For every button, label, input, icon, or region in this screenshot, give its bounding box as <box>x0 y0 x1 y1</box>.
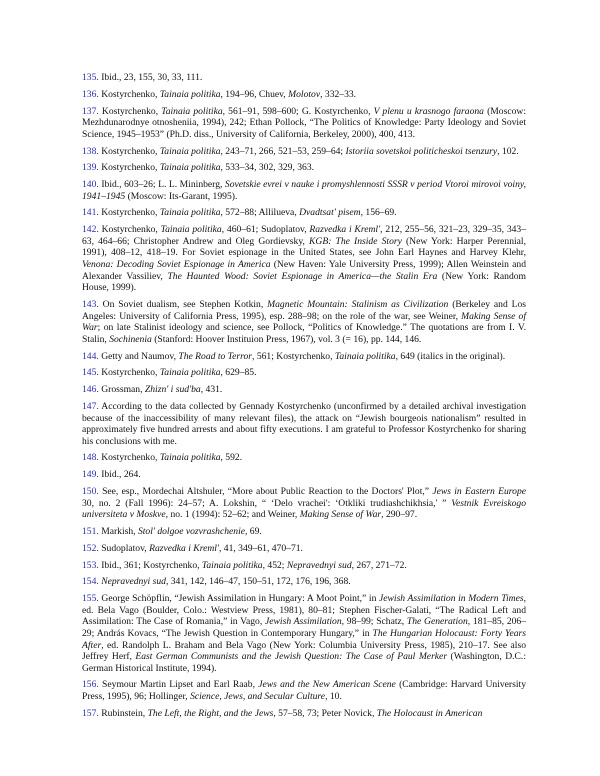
endnote-number-link[interactable]: 150. <box>82 486 99 498</box>
endnote-title-italic: Molotov <box>288 88 321 100</box>
endnote <box>82 452 526 464</box>
endnote-text: Grossman, <box>98 384 145 396</box>
endnote-title-italic: Tainaia politika <box>159 367 221 379</box>
endnote-title-italic: Tainaia politika <box>159 452 221 464</box>
endnote-title-italic: Jews and the New American Scene <box>258 679 396 691</box>
endnote-title-italic: Stol' dolgoe vozvrashchenie <box>137 526 245 537</box>
endnote-title-italic: V plenu u krasnogo faraona <box>373 105 484 117</box>
endnote-title-italic: Tainaia politika <box>159 162 221 174</box>
endnote-title-italic: Tainaia politika <box>334 350 396 362</box>
endnote-number-link[interactable]: 140. <box>82 179 99 191</box>
endnote-title-italic: The Haunted Wood: Soviet Espionage in America—the Stalin Era <box>167 270 438 282</box>
endnote-text: , 10. <box>325 691 342 703</box>
endnote-title-italic: Tainaia politika <box>160 224 222 236</box>
endnote-number-link[interactable]: 151. <box>82 526 99 537</box>
endnote-text: Kostyrchenko, <box>98 224 161 236</box>
endnote-text: Getty and Naumov, <box>98 350 179 362</box>
endnote-text: , 452; <box>262 559 287 571</box>
endnote-text: , 181–85, 206–29; András Kovacs, “The Jewish Question in Contemporary Hungary,” in <box>82 616 527 639</box>
endnote <box>82 526 526 538</box>
endnote-title-italic: Razvedka i Kreml' <box>149 542 219 554</box>
endnote-text: Kostyrchenko, <box>98 162 160 174</box>
endnote-text: , 629–85. <box>220 367 257 379</box>
endnote-text: , 431. <box>200 384 223 396</box>
endnote-text: (Washington, D.C.: German Historical Institute, 1994). <box>82 651 526 674</box>
endnote-text: Kostyrchenko, <box>98 105 162 117</box>
endnote <box>82 679 526 702</box>
endnote-text: Ibid., 361; Kostyrchenko, <box>98 559 202 571</box>
endnote-title-italic: The Road to Terror <box>178 350 253 362</box>
endnote-text: Kostyrchenko, <box>98 452 160 464</box>
endnote-title-italic: KGB: The Inside Story <box>309 235 402 247</box>
endnote-title-italic: The Generation <box>406 616 468 628</box>
endnote-title-italic: Tainaia politika <box>159 88 221 100</box>
endnote-text: , 57–58, 73; Peter Novick, <box>273 707 377 719</box>
endnote-title-italic: Sochinenia <box>109 333 152 345</box>
endnote-text: , 572–88; Allilueva, <box>220 207 300 219</box>
endnote-text: (Cambridge: Harvard University Press, 1995), 96; Hollinger, <box>82 679 526 703</box>
endnote-title-italic: Zhizn' i sud'ba <box>144 384 201 396</box>
endnote-title-italic: Nepravednyi sud <box>101 576 166 588</box>
endnote-number-link[interactable]: 146. <box>82 384 99 396</box>
endnote-title-italic: Tainaia politika <box>159 145 221 157</box>
endnote-text: , 460–61; Sudoplatov, <box>221 224 310 236</box>
endnote-text: Seymour Martin Lipset and Earl Raab, <box>98 679 259 691</box>
endnote <box>82 179 526 202</box>
endnote <box>82 89 526 101</box>
endnote-title-italic: Making Sense of War <box>82 310 526 334</box>
endnote-title-italic: Jews in Eastern Europe <box>432 486 526 498</box>
endnote-text: See, esp., Mordechai Altshuler, “More about Public Reaction to the Doctors' Plot,” <box>98 486 433 498</box>
endnote-text: , 332–33. <box>320 88 357 100</box>
endnote-text: , 102. <box>497 145 519 157</box>
endnote-text: , 341, 142, 146–47, 150–51, 172, 176, 196, 368. <box>165 576 351 588</box>
endnote-title-italic: Jewish Assimilation in Modern Times <box>378 593 524 605</box>
endnotes-page <box>82 72 526 725</box>
endnote-number-link[interactable]: 147. <box>82 400 99 412</box>
endnote <box>82 299 526 345</box>
endnote-number-link[interactable]: 152. <box>82 542 99 554</box>
endnote-title-italic: Sovetskie evrei v nauke i promyshlennosti SSSR v period Vtoroi mirovoi voiny, 1941–1945 <box>82 179 526 202</box>
endnote-number-link[interactable]: 138. <box>82 145 99 157</box>
endnote-text: (Moscow: Its-Garant, 1995). <box>125 190 238 202</box>
endnote-number-link[interactable]: 148. <box>82 452 99 464</box>
endnote-text: , 267, 271–72. <box>351 559 407 571</box>
endnote-title-italic: Tainaia politika <box>201 559 263 571</box>
endnote-title-italic: Jewish Assimilation <box>265 616 342 628</box>
endnote-title-italic: Making Sense of War <box>299 509 382 521</box>
endnote-text: According to the data collected by Gennady Kostyrchenko (unconfirmed by a detailed archival investigation because of the inaccessibility of many relevant files), the attack on “Jewish bourgeois nationalism” resulted in approximately five hundred arrests and about fifty executions. I am grateful to Professor Kostyrchenko for sharing his conclusions with me. <box>82 400 526 447</box>
endnote-number-link[interactable]: 153. <box>82 559 99 571</box>
endnote-text: , 212, 255–56, 321–23, 329–35, 343–63, 464–66; Christopher Andrew and Oleg Gordievsky, <box>82 224 527 247</box>
endnote-number-link[interactable]: 156. <box>82 679 99 691</box>
endnote-text: (Moscow: Mezhdunarodnye otnosheniia, 1994), 242; Ethan Pollock, “The Politics of Knowledge: Party Ideology and Soviet Science, 1945–1953” (Ph.D. diss., University of California, Berkeley, 2000), 400, 413. <box>82 105 526 140</box>
endnote-title-italic: Vestnik Evreiskogo universiteta v Moskve <box>82 497 527 521</box>
endnote-title-italic: Venona: Decoding Soviet Espionage in America <box>82 259 271 271</box>
endnote <box>82 469 526 481</box>
endnote-text: Rubinstein, <box>98 707 148 719</box>
endnote-text: (Stanford: Hoover Instituion Press, 1967), vol. 3 (= 16), pp. 144, 146. <box>151 333 422 345</box>
endnote <box>82 106 526 141</box>
endnote-title-italic: The Holocaust in American <box>376 707 483 719</box>
endnote-text: , 561; Kostyrchenko, <box>252 350 335 362</box>
endnote-text: Ibid., 603–26; L. L. Mininberg, <box>98 179 225 191</box>
endnote <box>82 162 526 174</box>
endnote-number-link[interactable]: 139. <box>82 162 99 174</box>
endnote-number-link[interactable]: 144. <box>82 350 99 362</box>
endnote-text: Kostyrchenko, <box>98 207 160 219</box>
endnote-text: Markish, <box>98 526 138 537</box>
endnote-number-link[interactable]: 135. <box>82 72 99 83</box>
endnote-text: , 41, 349–61, 470–71. <box>218 542 303 554</box>
endnote <box>82 224 526 294</box>
endnote-title-italic: Tainaia politika <box>159 207 221 219</box>
endnote-number-link[interactable]: 136. <box>82 88 99 100</box>
endnote-number-link[interactable]: 149. <box>82 469 99 481</box>
endnote-number-link[interactable]: 155. <box>82 593 99 605</box>
endnote-number-link[interactable]: 137. <box>82 105 99 117</box>
endnote <box>82 486 526 521</box>
endnote-number-link[interactable]: 157. <box>82 707 99 719</box>
endnote-text: , 649 (italics in the original). <box>395 350 506 362</box>
endnote-text: , no. 1 (1994): 52–62; and Weiner, <box>165 509 300 521</box>
endnote <box>82 576 526 588</box>
endnote-text: Kostyrchenko, <box>98 88 160 100</box>
endnote-text: George Schöpflin, “Jewish Assimilation in Hungary: A Moot Point,” in <box>98 593 379 605</box>
endnote-text: Kostyrchenko, <box>98 145 160 157</box>
endnote <box>82 708 526 720</box>
endnote-text: Kostyrchenko, <box>98 367 160 379</box>
endnote-text: , 290–97. <box>381 509 418 521</box>
endnote-text: , 69. <box>245 526 262 537</box>
endnote-number-link[interactable]: 154. <box>82 576 99 588</box>
endnote <box>82 593 526 674</box>
endnote-text: Sudoplatov, <box>98 542 150 554</box>
endnote-title-italic: East German Communists and the Jewish Question: The Case of Paul Merker <box>135 651 448 663</box>
endnote-text: (Berkeley and Los Angeles: University of California Press, 1995), esp. 288–98; on the role of the war, see Weiner, <box>82 299 526 322</box>
endnote-text: , 98–99; Schatz, <box>341 616 407 628</box>
endnote-title-italic: The Hungarian Holocaust: Forty Years After <box>82 627 526 651</box>
endnote-number-link[interactable]: 142. <box>82 224 99 236</box>
endnote <box>82 146 526 158</box>
endnote <box>82 207 526 219</box>
endnote-text: Ibid., 23, 155, 30, 33, 111. <box>98 72 203 83</box>
endnote-text: On Soviet dualism, see Stephen Kotkin, <box>98 299 268 310</box>
endnote-text: (New York: Random House, 1999). <box>82 270 526 294</box>
endnote-text: (New Haven: Yale University Press, 1999); Allen Weinstein and Alexander Vassiliev, <box>82 259 526 282</box>
endnote-title-italic: Dvadtsat' pisem <box>299 207 361 219</box>
endnote <box>82 560 526 572</box>
endnote-text: , 561–91, 598–600; G. Kostyrchenko, <box>222 105 374 117</box>
endnote-number-link[interactable]: 143. <box>82 299 99 310</box>
endnote-text: 30, no. 2 (Fall 1996): 24–57; A. Lokshin, “ ‘Delo vrachei': ‘Otkliki trudiashchikhsia,' ” <box>82 497 452 509</box>
endnote-title-italic: Magnetic Mountain: Stalinism as Civilization <box>267 299 449 310</box>
endnote-text: , ed. Randolph L. Braham and Bela Vago (New York: Columbia University Press, 1985), 210–17. See also Jeffrey Herf, <box>82 639 526 663</box>
endnote <box>82 543 526 555</box>
endnote-text: Ibid., 264. <box>98 469 141 481</box>
endnote <box>82 367 526 379</box>
endnote-text: (New York: Harper Perennial, 1991), 408–12, 418–19. For Soviet espionage in the United States, see John Earl Haynes and Harvey Klehr, <box>82 235 526 259</box>
endnote <box>82 401 526 447</box>
endnote-title-italic: Tainaia politika <box>161 105 223 117</box>
endnote-title-italic: The Left, the Right, and the Jews <box>147 707 274 719</box>
endnote-number-link[interactable]: 141. <box>82 207 99 219</box>
endnote-text: , 156–69. <box>360 207 397 219</box>
endnote-title-italic: Razvedka i Kreml' <box>309 224 381 236</box>
endnote-title-italic: Nepravednyi sud <box>286 559 352 571</box>
endnote <box>82 72 526 84</box>
endnote-title-italic: Istoriia sovetskoi politicheskoi tsenzury <box>345 145 498 157</box>
endnote-title-italic: Science, Jews, and Secular Culture <box>190 691 326 703</box>
endnote-number-link[interactable]: 145. <box>82 367 99 379</box>
endnote-text: , 533–34, 302, 329, 363. <box>220 162 315 174</box>
endnote-text: , 243–71, 266, 521–53, 259–64; <box>220 145 346 157</box>
endnote-text: ; on late Stalinist ideology and science, see Pollock, “Politics of Knowledge.” The quotations are from I. V. Stalin, <box>82 322 526 345</box>
endnote-text: , 194–96, Chuev, <box>220 88 289 100</box>
endnote <box>82 351 526 363</box>
endnote <box>82 384 526 396</box>
endnote-text: , ed. Bela Vago (Boulder, Colo.: Westview Press, 1981), 80–81; Stephen Fischer-Galati, “The Radical Left and Assimilation: The Case of Romania,” in Vago, <box>82 593 527 628</box>
endnote-text: , 592. <box>220 452 243 464</box>
